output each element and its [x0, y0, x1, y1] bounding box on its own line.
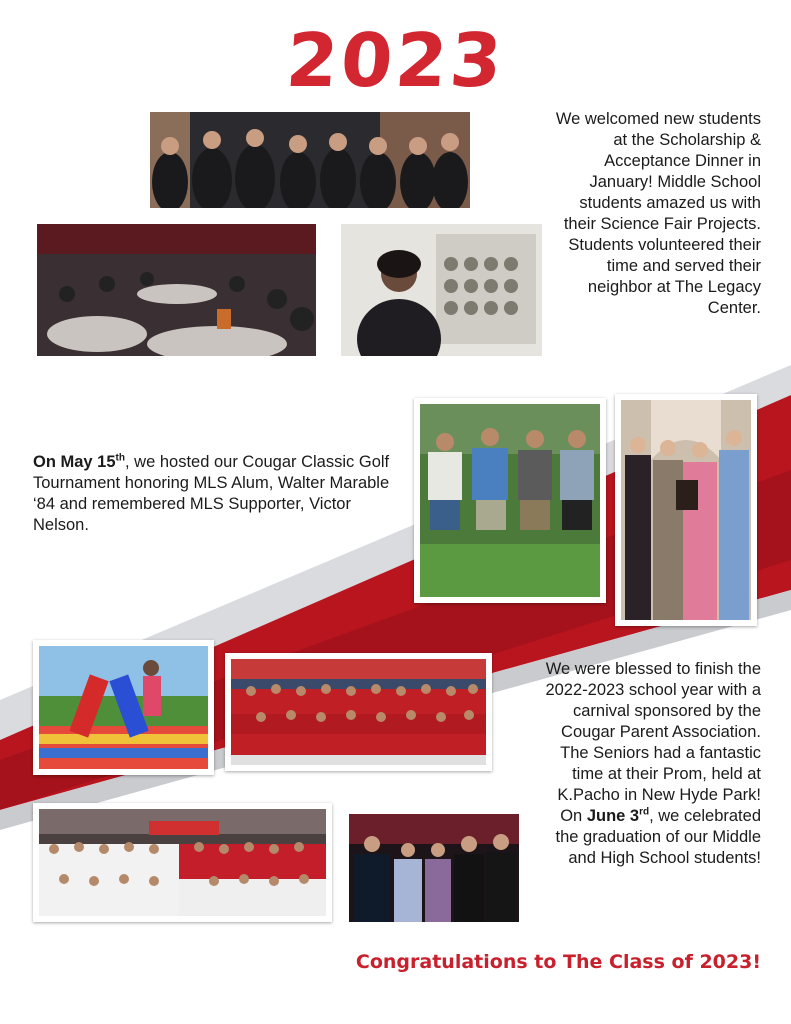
golf-text: , we hosted our Cougar Classic Golf Tournament honoring MLS Alum, Walter Marable ‘84 and remembered MLS Supporter, Victor Nelson.	[33, 453, 390, 534]
photo-prom	[349, 814, 519, 922]
congratulations-banner: Congratulations to The Class of 2023!	[355, 951, 761, 973]
photo-carnival	[33, 640, 214, 775]
paragraph-end-of-year	[540, 659, 761, 869]
photo-award-presentation	[615, 394, 757, 626]
graduation-date: June 3rd	[586, 806, 650, 825]
year-title: 2023	[283, 18, 508, 104]
photo-students-group	[150, 112, 470, 208]
photo-science-fair	[341, 224, 542, 356]
paragraph-golf-tournament	[33, 452, 403, 536]
end-of-year-text-1: We were blessed to finish the 2022-2023 school year with a carnival sponsored by the Cougar Parent Association. The Seniors had a fantastic time at their Prom, held at K.Pacho in New Hyde Park! On	[545, 660, 761, 825]
photo-graduates-red	[225, 653, 492, 771]
paragraph-scholarship-dinner	[555, 109, 761, 319]
photo-graduates-white	[33, 803, 332, 922]
golf-date-lead: On May 15th	[33, 452, 125, 471]
photo-scholarship-dinner	[37, 224, 316, 356]
paragraph1-text: We welcomed new students at the Scholarship & Acceptance Dinner in January! Middle School students amazed us with their Science Fair Projects. Students volunteered their time and served their neighbor at The Legacy Center.	[555, 110, 761, 317]
end-of-year-text-2: , we celebrated the graduation of our Middle and High School students!	[555, 807, 761, 867]
photo-golf-foursome	[414, 398, 606, 603]
